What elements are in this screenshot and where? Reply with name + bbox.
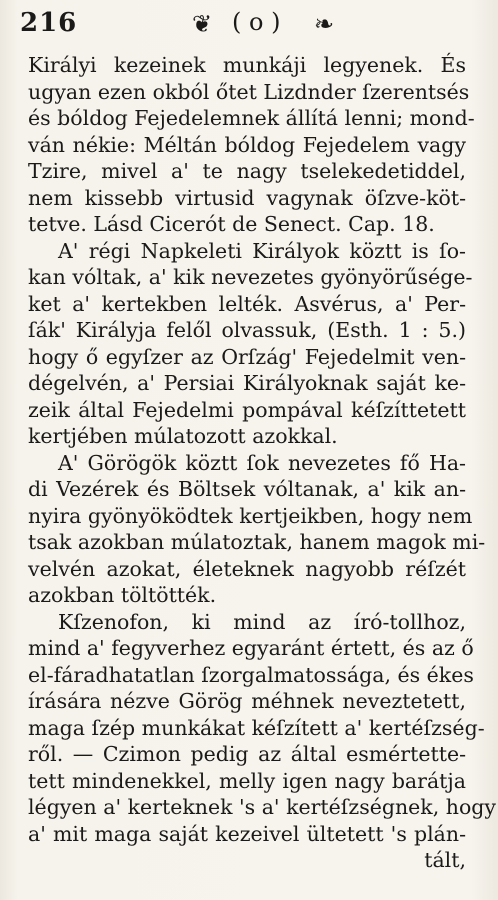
text-line: di Vezérek és Böltsek vóltanak, a' kik an-: [28, 477, 466, 501]
text-line: a' mit maga saját kezeivel ültetett 's plán-: [28, 821, 466, 846]
text-line: kertjében múlatozott azokkal.: [28, 424, 338, 448]
text-line: ſák' Királyja felől olvassuk, (Esth. 1 : 5.): [28, 318, 466, 342]
body-text: [28, 52, 497, 874]
text-line: mind a' fegyverhez egyaránt értett, és az ő: [28, 636, 474, 660]
text-line: A' Görögök köztt ſok nevezetes fő Ha-: [58, 450, 466, 475]
text-line: hogy ő egyſzer az Orſzág' Fejedelmit ven-: [28, 344, 466, 369]
text-line: tsak azokban múlatoztak, hanem magok mi-: [28, 530, 486, 554]
text-line: légyen a' kerteknek 's a' kertéſzségnek, hogy: [28, 795, 497, 819]
page-number: 216: [20, 8, 78, 38]
text-line: írására nézve Görög méhnek neveztetett,: [28, 689, 466, 713]
text-line: és bóldog Fejedelemnek állítá lenni; mond-: [28, 106, 475, 130]
text-line: Királyi kezeinek munkáji legyenek. És: [28, 53, 466, 77]
fleuron-ornament-icon: ❦: [192, 10, 213, 38]
text-line: tett mindenekkel, melly igen nagy barátja: [28, 768, 466, 793]
text-line: A' régi Napkeleti Királyok köztt is ſo-: [58, 238, 466, 263]
text-line: tált,: [424, 848, 466, 872]
text-line: kan vóltak, a' kik nevezetes gyönyörűsége-: [28, 265, 473, 289]
text-line: nyira gyönyöködtek kertjeikben, hogy nem: [28, 503, 473, 528]
text-line: maga ſzép munkákat kéſzített a' kertéſzség-: [28, 715, 485, 740]
text-line: dégelvén, a' Persiai Királyoknak saját ke-: [28, 371, 466, 395]
text-line: ről. — Czimon pedig az által esmértette-: [28, 742, 466, 766]
text-line: ket a' kertekben lelték. Asvérus, a' Per-: [28, 291, 466, 316]
fleuron-ornament-icon: ❧: [314, 10, 335, 38]
text-line: ván nékie: Méltán bóldog Fejedelem vagy: [28, 132, 466, 157]
text-line: azokban töltötték.: [28, 583, 217, 607]
page-header: [14, 8, 484, 44]
text-line: Tzire, mivel a' te nagy tselekedetiddel,: [28, 159, 466, 183]
text-line: velvén azokat, életeknek nagyobb réſzét: [28, 556, 466, 581]
text-line: el-fáradhatatlan ſzorgalmatossága, és ékes: [28, 662, 474, 687]
text-line: tetve. Lásd Cicerót de Senect. Cap. 18.: [28, 212, 435, 236]
text-line: ugyan ezen okból őtet Lizdnder ſzerentsés: [28, 79, 470, 104]
text-line: nem kissebb virtusid vagynak öſzve-köt-: [28, 185, 466, 210]
page-signature-mark: ( o ): [232, 8, 281, 36]
text-line: zeik által Fejedelmi pompával kéſzíttetett: [28, 397, 466, 422]
text-line: Kſzenofon, ki mind az író-tollhoz,: [58, 609, 466, 634]
